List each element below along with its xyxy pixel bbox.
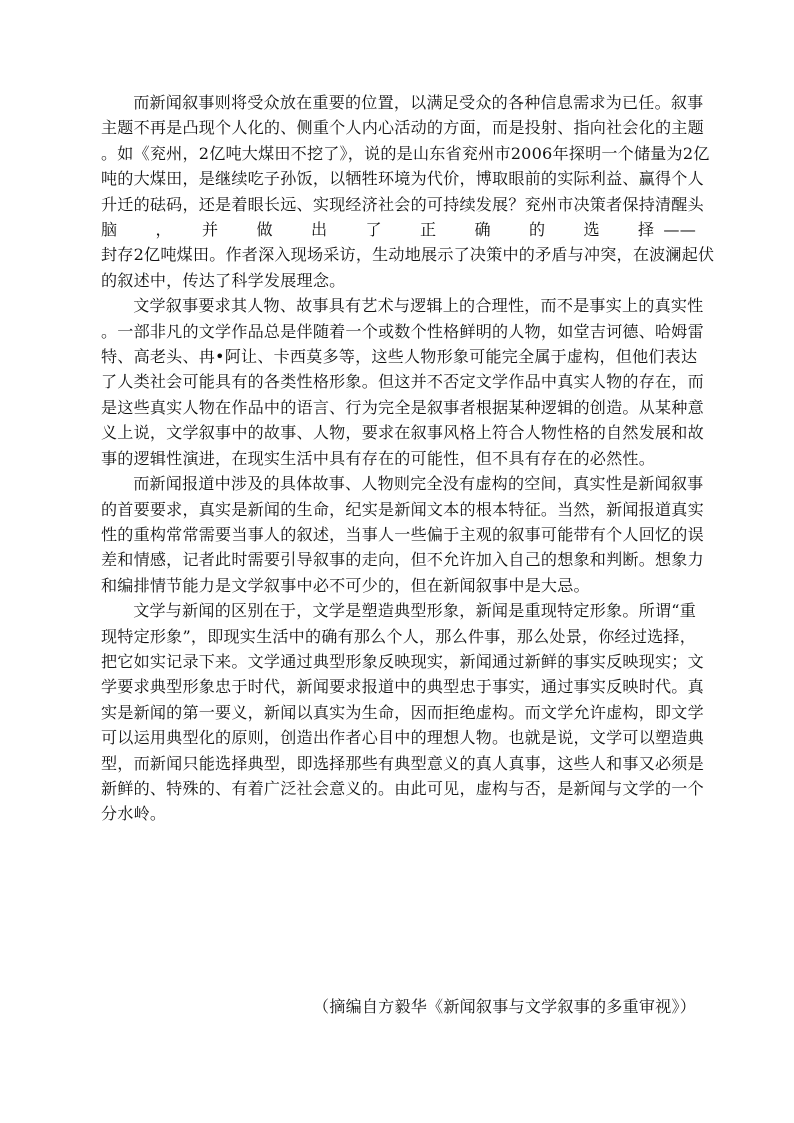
source-citation: （摘编自方毅华《新闻叙事与文学叙事的多重审视》） (313, 997, 696, 1016)
article-body (101, 90, 715, 827)
paragraph-news-narrative (101, 90, 715, 293)
paragraph-literary-narrative (101, 293, 704, 471)
text-line: 义上说，文学叙事中的故事、人物，要求在叙事风格上符合人物性格的自然发展和故 (101, 423, 704, 443)
text-line: 。一部非凡的文学作品总是伴随着一个或数个性格鲜明的人物，如堂吉诃德、哈姆雷 (101, 321, 704, 341)
text-line: 主题不再是凸现个人化的、侧重个人内心活动的方面，而是投射、指向社会化的主题 (101, 118, 704, 138)
text-line: 可以运用典型化的原则，创造出作者心目中的理想人物。也就是说，文学可以塑造典 (101, 728, 704, 748)
text-line: 差和情感，记者此时需要引导叙事的走向，但不允许加入自己的想象和判断。想象力 (101, 550, 704, 570)
text-line: 封存2亿吨煤田。作者深入现场采访，生动地展示了决策中的矛盾与冲突，在波澜起伏 (101, 245, 715, 265)
text-line: 而新闻叙事则将受众放在重要的位置，以满足受众的各种信息需求为已任。叙事 (133, 93, 704, 112)
text-line: 和编排情节能力是文学叙事中必不可少的，但在新闻叙事中是大忌。 (101, 575, 590, 595)
text-line: 文学与新闻的区别在于，文学是塑造典型形象，新闻是重现特定形象。所谓“重 (133, 601, 696, 621)
text-line: 现特定形象”，即现实生活中的确有那么个人，那么件事，那么处景，你经过选择， (101, 626, 697, 646)
text-line: 学要求典型形象忠于时代，新闻要求报道中的典型忠于事实，通过事实反映时代。真 (101, 677, 704, 697)
text-line: 新鲜的、特殊的、有着广泛社会意义的。由此可见，虚构与否，是新闻与文学的一个 (101, 778, 704, 798)
text-line: 是这些真实人物在作品中的语言、行为完全是叙事者根据某种逻辑的创造。从某种意 (101, 397, 704, 417)
text-line: 型，而新闻只能选择典型，即选择那些有典型意义的真人真事，这些人和事又必须是 (101, 753, 704, 773)
text-line: 而新闻报道中涉及的具体故事、人物则完全没有虚构的空间，真实性是新闻叙事 (133, 474, 704, 494)
text-line: 实是新闻的第一要义，新闻以真实为生命，因而拒绝虚构。而文学允许虚构，即文学 (101, 702, 704, 722)
paragraph-news-truth (101, 471, 704, 598)
text-line: 了人类社会可能具有的各类性格形象。但这并不否定文学作品中真实人物的存在，而 (101, 372, 704, 392)
text-line: 。如《兖州，2亿吨大煤田不挖了》，说的是山东省兖州市2006年探明一个储量为2亿 (101, 143, 710, 163)
text-line: 的叙述中，传达了科学发展理念。 (101, 270, 346, 290)
text-line: 吨的大煤田，是继续吃子孙饭，以牺牲环境为代价，博取眼前的实际利益、赢得个人 (101, 169, 704, 189)
text-line: 的首要要求，真实是新闻的生命，纪实是新闻文本的根本特征。当然，新闻报道真实 (101, 499, 704, 519)
text-line: 特、高老头、冉•阿让、卡西莫多等，这些人物形象可能完全属于虚构，但他们表达 (101, 347, 698, 367)
text-line: 分水岭。 (101, 804, 167, 824)
text-line: 把它如实记录下来。文学通过典型形象反映现实，新闻通过新鲜的事实反映现实；文 (101, 651, 704, 671)
text-line: 文学叙事要求其人物、故事具有艺术与逻辑上的合理性，而不是事实上的真实性 (133, 296, 704, 316)
paragraph-difference (101, 598, 704, 827)
text-line: 脑 ， 并 做 出 了 正 确 的 选 择 —— (101, 220, 696, 240)
text-line: 事的逻辑性演进，在现实生活中具有存在的可能性，但不具有存在的必然性。 (101, 448, 655, 468)
text-line: 性的重构常常需要当事人的叙述，当事人一些偏于主观的叙事可能带有个人回忆的误 (101, 524, 704, 544)
text-line: 升迁的砝码，还是着眼长远、实现经济社会的可持续发展？兖州市决策者保持清醒头 (101, 194, 704, 214)
